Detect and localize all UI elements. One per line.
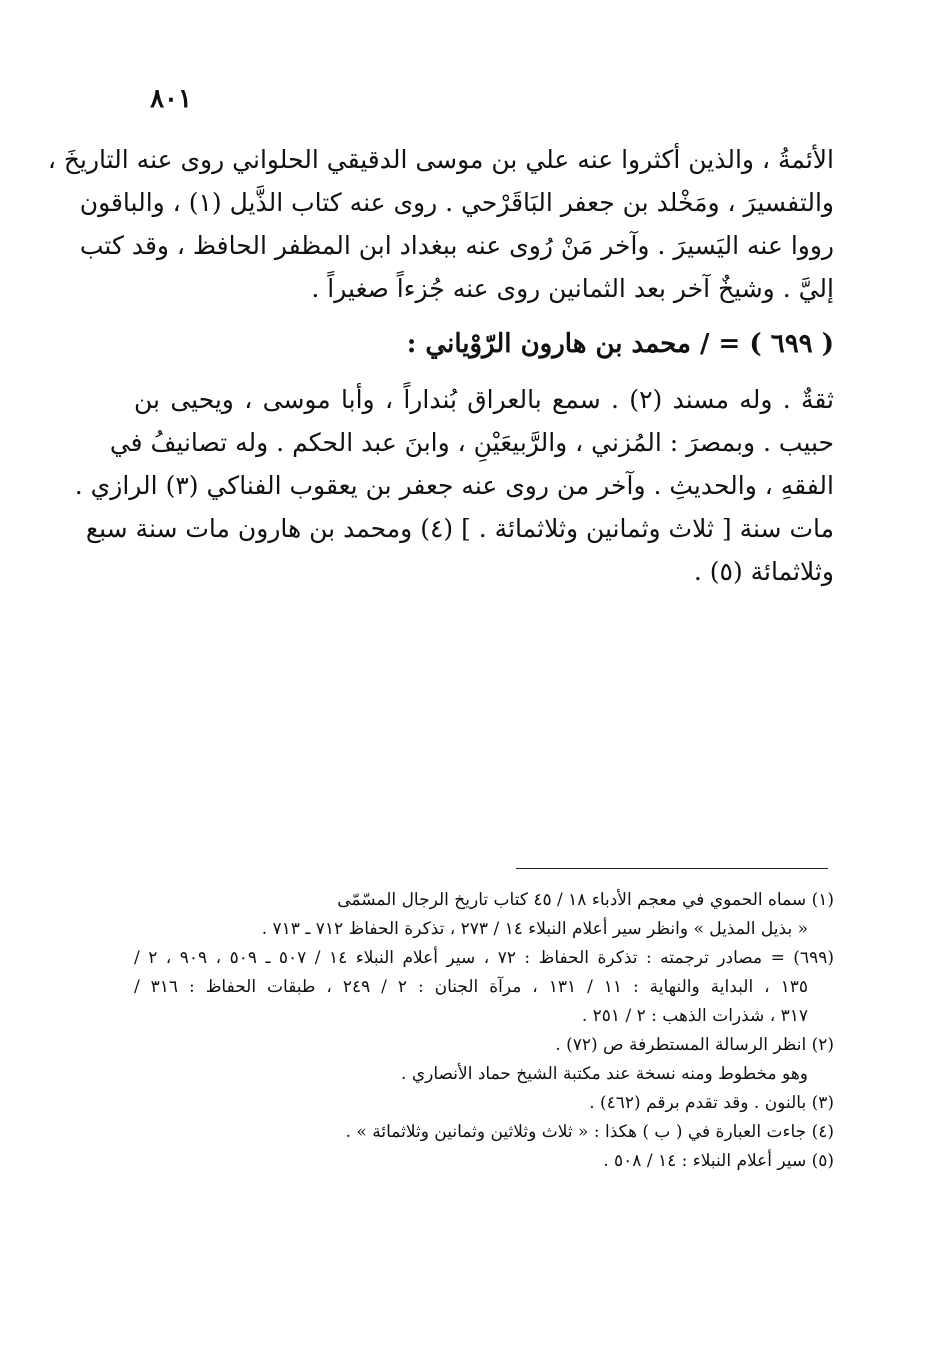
main-text [47, 138, 835, 593]
footnote-line: (١) سماه الحموي في معجم الأدباء ١٨ / ٤٥ كتاب تاريخ الرجال المسّمّى [337, 890, 834, 910]
footnote-line: « بذيل المذيل » وانظر سير أعلام النبلاء ١٤ / ٢٧٣ ، تذكرة الحفاظ ٧١٢ ـ ٧١٣ . [261, 919, 808, 939]
text-line: مات سنة [ ثلاث وثمانين وثلاثمائة . ] (٤) ومحمد بن هارون مات سنة سبع [85, 514, 834, 543]
footnote-line: (٦٩٩) = مصادر ترجمته : تذكرة الحفاظ : ٧٢ ، سير أعلام النبلاء ١٤ / ٥٠٧ ـ ٥٠٩ ، ٩٠٩ ، ٢ / [134, 948, 834, 968]
text-line: إليَّ . وشيخٌ آخر بعد الثمانين روى عنه جُزءاً صغيراً . [311, 274, 834, 303]
entry-heading: ( ٦٩٩ ) = / محمد بن هارون الرّوْياني : [406, 329, 834, 359]
page-number: ٨٠١ [150, 84, 192, 114]
footnote-separator [516, 868, 828, 869]
text-line: وثلاثمائة (٥) . [693, 557, 834, 586]
text-line: رووا عنه اليَسيرَ . وآخر مَنْ رُوى عنه ببغداد ابن المظفر الحافظ ، وقد كتب [79, 231, 834, 260]
text-line: الأئمةُ ، والذين أكثروا عنه علي بن موسى الدقيقي الحلواني روى عنه التاريخَ ، [47, 145, 834, 174]
footnote-line: (٤) جاءت العبارة في ( ب ) هكذا : « ثلاث وثلاثين وثمانين وثلاثمائة » . [345, 1122, 834, 1142]
text-line: حبيب . وبمصرَ : المُزني ، والرَّبيعَيْنِ ، وابنَ عبد الحكم . وله تصانيفُ في [109, 428, 834, 457]
text-line: الفقهِ ، والحديثِ . وآخر من روى عنه جعفر بن يعقوب الفناكي (٣) الرازي . [74, 471, 834, 500]
footnote-line: (٢) انظر الرسالة المستطرفة ص (٧٢) . [555, 1035, 834, 1055]
footnote-line: (٣) بالنون . وقد تقدم برقم (٤٦٢) . [589, 1093, 834, 1113]
paragraph-2 [74, 378, 835, 593]
footnote-line: وهو مخطوط ومنه نسخة عند مكتبة الشيخ حماد الأنصاري . [401, 1064, 808, 1084]
paragraph-1 [47, 138, 834, 310]
footnote-line: ٣١٧ ، شذرات الذهب : ٢ / ٢٥١ . [581, 1006, 808, 1026]
text-line: ثقةٌ . وله مسند (٢) . سمع بالعراق بُنداراً ، وأبا موسى ، ويحيى بن [134, 385, 835, 414]
footnote-line: (٥) سير أعلام النبلاء : ١٤ / ٥٠٨ . [603, 1151, 834, 1171]
text-line: والتفسيرَ ، ومَخْلد بن جعفر البَاقَرْحي . روى عنه كتاب الذَّيل (١) ، والباقون [79, 188, 834, 217]
footnotes [134, 886, 834, 1176]
footnote-line: ١٣٥ ، البداية والنهاية : ١١ / ١٣١ ، مرآة الجنان : ٢ / ٢٤٩ ، طبقات الحفاظ : ٣١٦ / [134, 977, 808, 997]
